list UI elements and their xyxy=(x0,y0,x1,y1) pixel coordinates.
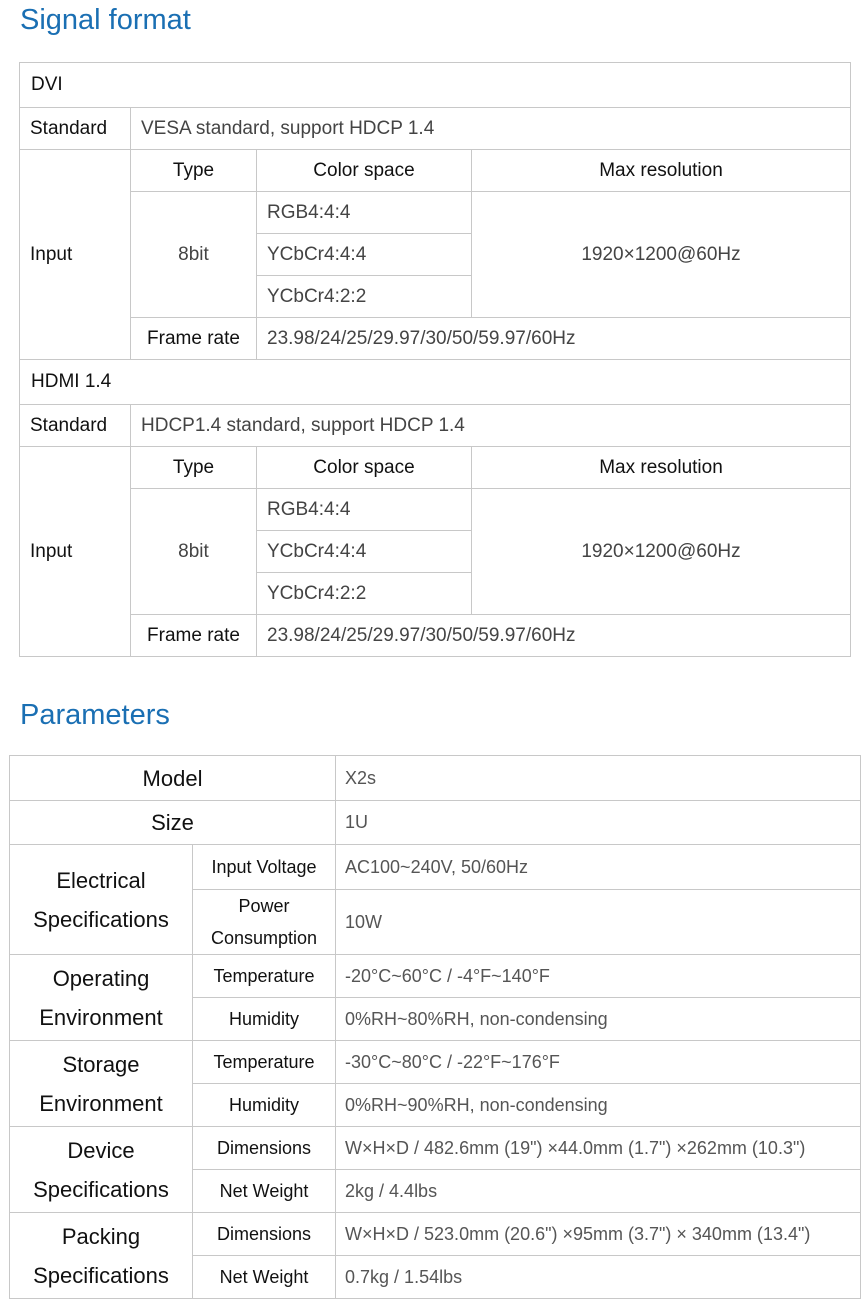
device-line-2: Specifications xyxy=(33,1176,169,1202)
hdmi-input-label: Input xyxy=(20,447,131,657)
size-value: 1U xyxy=(336,801,861,845)
storage-temperature-value: -30°C~80°C / -22°F~176°F xyxy=(336,1041,861,1084)
power-label-line-2: Consumption xyxy=(210,928,318,948)
dvi-standard-label: Standard xyxy=(20,108,131,150)
packing-line-2: Specifications xyxy=(33,1262,169,1288)
hdmi-color-space-rgb444: RGB4:4:4 xyxy=(257,489,472,531)
operating-temperature-label: Temperature xyxy=(193,955,336,998)
packing-specifications-label xyxy=(10,1213,193,1299)
packing-net-weight-label: Net Weight xyxy=(193,1256,336,1299)
device-dimensions-value: W×H×D / 482.6mm (19") ×44.0mm (1.7") ×262mm (10.3") xyxy=(336,1127,861,1170)
packing-line-1: Packing xyxy=(61,1223,141,1249)
parameters-title: Parameters xyxy=(20,699,170,731)
hdmi-color-space-ycbcr422: YCbCr4:2:2 xyxy=(257,573,472,615)
hdmi-max-resolution-header: Max resolution xyxy=(472,447,851,489)
power-consumption-label xyxy=(193,890,336,955)
dvi-color-space-ycbcr422: YCbCr4:2:2 xyxy=(257,276,472,318)
dvi-standard-value: VESA standard, support HDCP 1.4 xyxy=(131,108,851,150)
dvi-color-space-ycbcr444: YCbCr4:4:4 xyxy=(257,234,472,276)
dvi-frame-rate-value: 23.98/24/25/29.97/30/50/59.97/60Hz xyxy=(257,318,851,360)
size-label: Size xyxy=(10,801,336,845)
device-net-weight-label: Net Weight xyxy=(193,1170,336,1213)
hdmi-color-space-header: Color space xyxy=(257,447,472,489)
model-label: Model xyxy=(10,756,336,801)
storage-temperature-label: Temperature xyxy=(193,1041,336,1084)
dvi-max-resolution-header: Max resolution xyxy=(472,150,851,192)
device-dimensions-label: Dimensions xyxy=(193,1127,336,1170)
hdmi-max-resolution-value: 1920×1200@60Hz xyxy=(472,489,851,615)
electrical-specifications-label xyxy=(10,845,193,955)
dvi-input-label: Input xyxy=(20,150,131,360)
power-consumption-value: 10W xyxy=(336,890,861,955)
operating-humidity-label: Humidity xyxy=(193,998,336,1041)
model-value: X2s xyxy=(336,756,861,801)
dvi-color-space-header: Color space xyxy=(257,150,472,192)
hdmi-section-header: HDMI 1.4 xyxy=(20,360,851,405)
storage-humidity-value: 0%RH~90%RH, non-condensing xyxy=(336,1084,861,1127)
signal-format-table xyxy=(19,62,851,657)
hdmi-frame-rate-label: Frame rate xyxy=(131,615,257,657)
dvi-color-space-rgb444: RGB4:4:4 xyxy=(257,192,472,234)
dvi-section-header: DVI xyxy=(20,63,851,108)
storage-humidity-label: Humidity xyxy=(193,1084,336,1127)
electrical-line-1: Electrical xyxy=(56,867,146,893)
power-label-line-1: Power xyxy=(238,896,290,916)
dvi-frame-rate-label: Frame rate xyxy=(131,318,257,360)
hdmi-standard-label: Standard xyxy=(20,405,131,447)
storage-environment-label xyxy=(10,1041,193,1127)
dvi-type-value: 8bit xyxy=(131,192,257,318)
electrical-line-2: Specifications xyxy=(33,906,169,932)
device-specifications-label xyxy=(10,1127,193,1213)
dvi-type-header: Type xyxy=(131,150,257,192)
operating-line-1: Operating xyxy=(52,965,150,991)
operating-line-2: Environment xyxy=(39,1004,163,1030)
packing-dimensions-label: Dimensions xyxy=(193,1213,336,1256)
packing-dimensions-value: W×H×D / 523.0mm (20.6") ×95mm (3.7") × 340mm (13.4") xyxy=(336,1213,861,1256)
input-voltage-label: Input Voltage xyxy=(193,845,336,890)
operating-environment-label xyxy=(10,955,193,1041)
hdmi-type-value: 8bit xyxy=(131,489,257,615)
packing-net-weight-value: 0.7kg / 1.54lbs xyxy=(336,1256,861,1299)
storage-line-2: Environment xyxy=(39,1090,163,1116)
hdmi-color-space-ycbcr444: YCbCr4:4:4 xyxy=(257,531,472,573)
storage-line-1: Storage xyxy=(62,1051,140,1077)
dvi-max-resolution-value: 1920×1200@60Hz xyxy=(472,192,851,318)
input-voltage-value: AC100~240V, 50/60Hz xyxy=(336,845,861,890)
operating-humidity-value: 0%RH~80%RH, non-condensing xyxy=(336,998,861,1041)
hdmi-frame-rate-value: 23.98/24/25/29.97/30/50/59.97/60Hz xyxy=(257,615,851,657)
hdmi-standard-value: HDCP1.4 standard, support HDCP 1.4 xyxy=(131,405,851,447)
hdmi-type-header: Type xyxy=(131,447,257,489)
signal-format-title: Signal format xyxy=(20,4,191,36)
operating-temperature-value: -20°C~60°C / -4°F~140°F xyxy=(336,955,861,998)
device-line-1: Device xyxy=(67,1137,135,1163)
parameters-table xyxy=(9,755,861,1299)
device-net-weight-value: 2kg / 4.4lbs xyxy=(336,1170,861,1213)
